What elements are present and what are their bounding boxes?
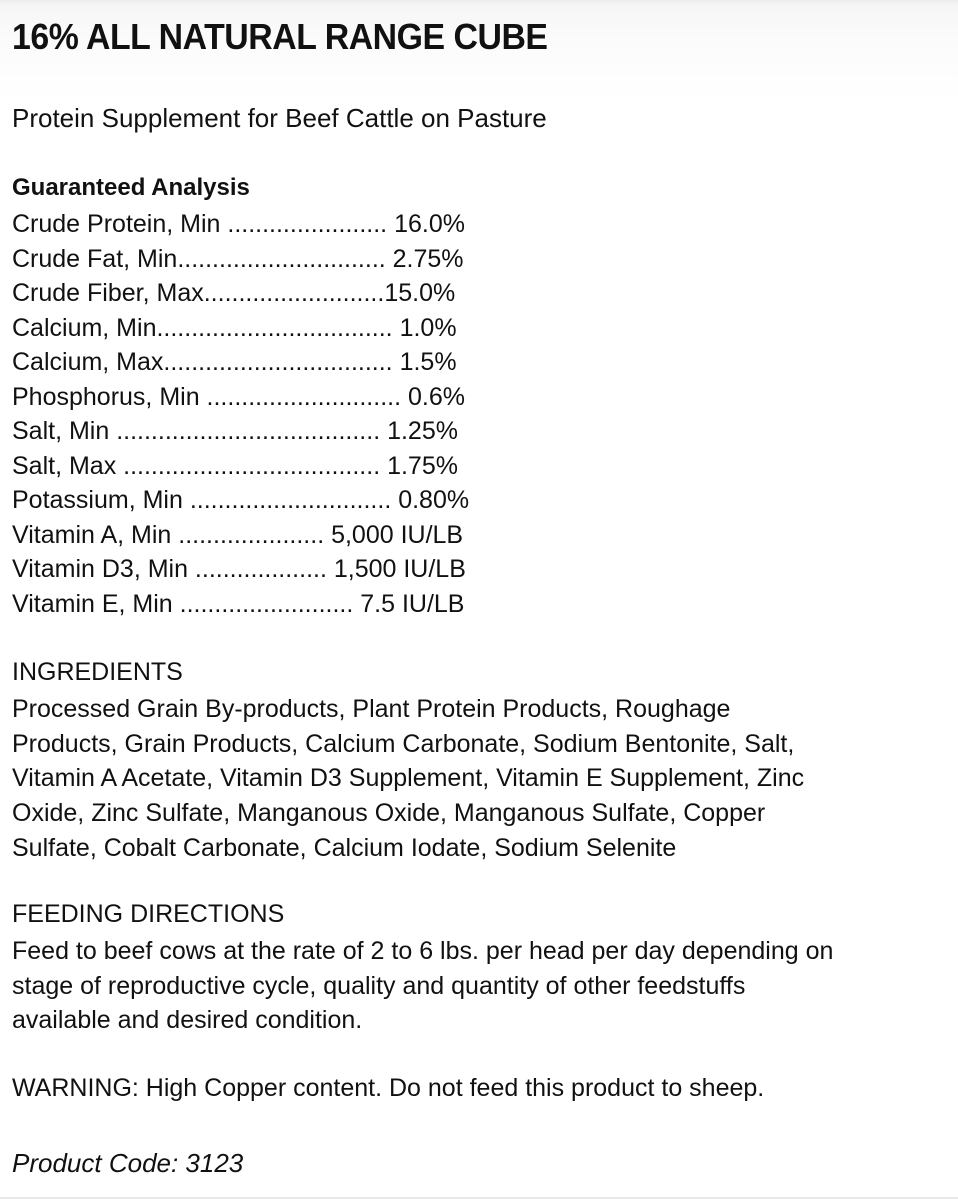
analysis-row-potassium-min: Potassium, Min ............................. 0.80%: [12, 486, 470, 514]
ingredients-text: [12, 692, 932, 866]
feeding-directions-line: available and desired condition.: [12, 1006, 363, 1035]
analysis-row-crude-protein-min: Crude Protein, Min ....................... 16.0%: [12, 210, 465, 238]
analysis-row-salt-min: Salt, Min ...................................... 1.25%: [12, 417, 458, 445]
feeding-directions-heading: FEEDING DIRECTIONS: [12, 900, 285, 928]
feeding-directions-text: [12, 934, 932, 1038]
ingredients-line: Sulfate, Cobalt Carbonate, Calcium Iodate, Sodium Selenite: [12, 833, 677, 862]
analysis-row-crude-fiber-max: Crude Fiber, Max..........................15.0%: [12, 279, 456, 307]
product-title: 16% ALL NATURAL RANGE CUBE: [12, 16, 548, 57]
analysis-row-crude-fat-min: Crude Fat, Min.............................. 2.75%: [12, 244, 464, 273]
analysis-row-phosphorus-min: Phosphorus, Min ............................ 0.6%: [12, 382, 465, 411]
analysis-row-calcium-min: Calcium, Min.................................. 1.0%: [12, 313, 457, 342]
product-code: Product Code: 3123: [12, 1148, 244, 1178]
feeding-directions-line: stage of reproductive cycle, quality and quantity of other feedstuffs: [12, 971, 746, 1000]
analysis-row-vitamin-e-min: Vitamin E, Min ......................... 7.5 IU/LB: [12, 589, 465, 618]
feeding-directions-line: Feed to beef cows at the rate of 2 to 6 lbs. per head per day depending on: [12, 937, 834, 965]
guaranteed-analysis-heading: Guaranteed Analysis: [12, 174, 250, 201]
ingredients-line: Products, Grain Products, Calcium Carbonate, Sodium Bentonite, Salt,: [12, 729, 795, 758]
bottom-divider: [0, 1197, 958, 1199]
analysis-row-vitamin-a-min: Vitamin A, Min ..................... 5,000 IU/LB: [12, 520, 464, 549]
product-subtitle: Protein Supplement for Beef Cattle on Pasture: [12, 103, 547, 133]
copper-warning: WARNING: High Copper content. Do not feed this product to sheep.: [12, 1074, 765, 1102]
ingredients-heading: INGREDIENTS: [12, 658, 183, 686]
ingredients-line: Oxide, Zinc Sulfate, Manganous Oxide, Manganous Sulfate, Copper: [12, 799, 766, 828]
guaranteed-analysis-list: [12, 207, 469, 621]
ingredients-line: Processed Grain By-products, Plant Protein Products, Roughage: [12, 695, 731, 723]
analysis-row-calcium-max: Calcium, Max................................. 1.5%: [12, 348, 457, 376]
analysis-row-vitamin-d3-min: Vitamin D3, Min ................... 1,500 IU/LB: [12, 555, 466, 583]
analysis-row-salt-max: Salt, Max ..................................... 1.75%: [12, 451, 458, 480]
ingredients-line: Vitamin A Acetate, Vitamin D3 Supplement, Vitamin E Supplement, Zinc: [12, 764, 805, 793]
